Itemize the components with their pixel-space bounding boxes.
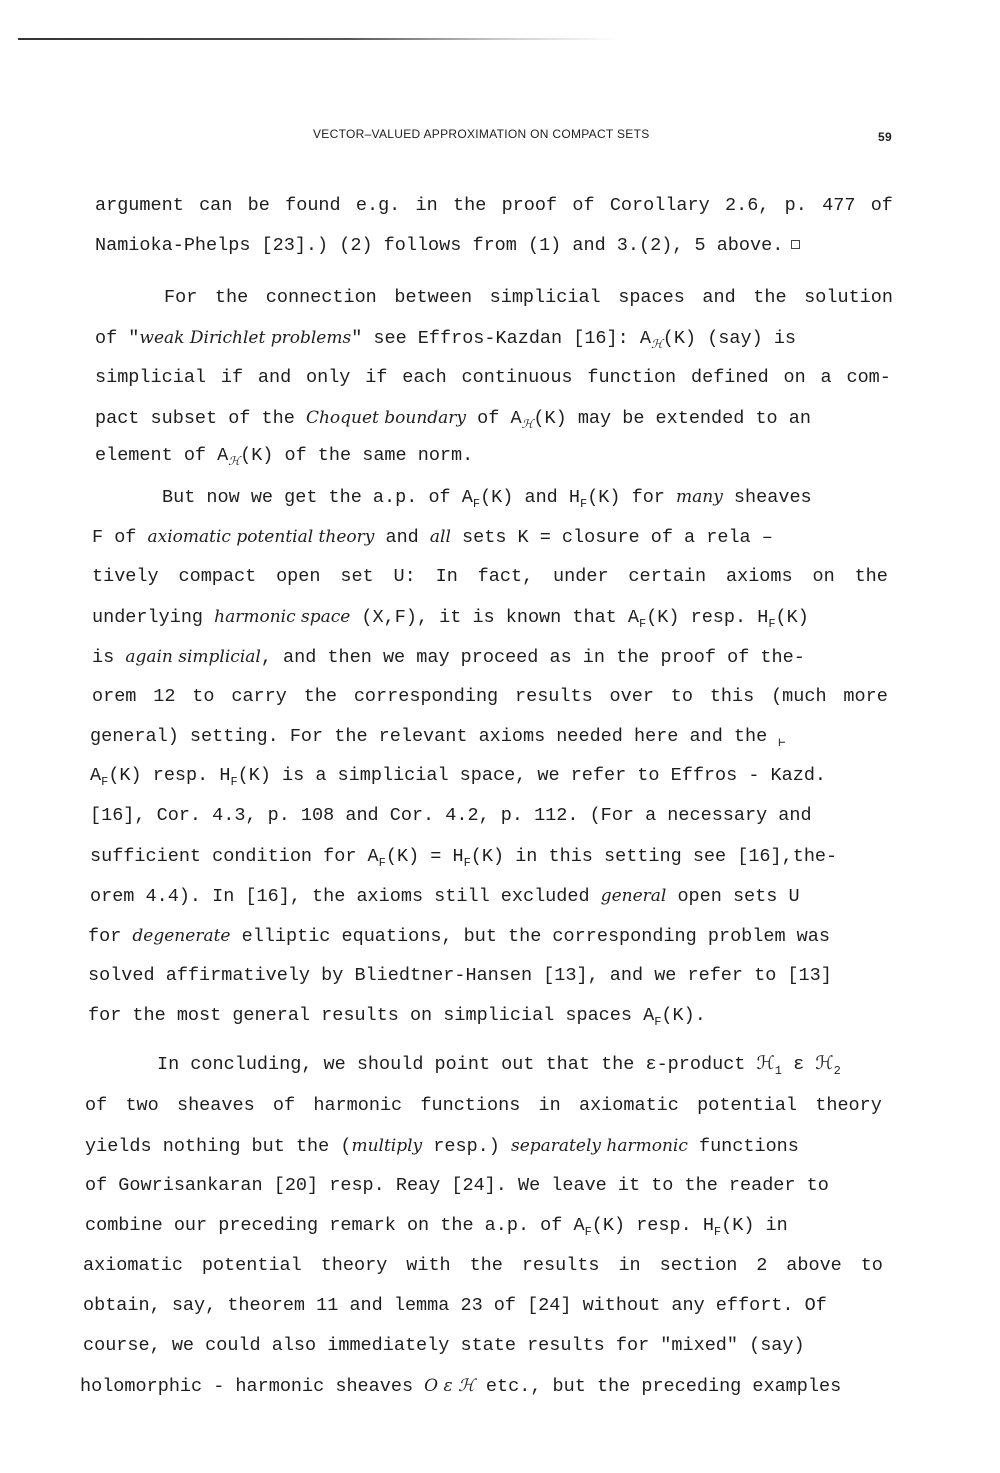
text-line [85, 1215, 788, 1243]
text-line [90, 885, 800, 908]
word: in [415, 195, 438, 216]
word: of [572, 195, 595, 216]
text-line [92, 646, 805, 669]
text-line [85, 1095, 882, 1117]
word: continuous [461, 367, 573, 388]
line-text: Namioka-Phelps [23].) (2) follows from (1) and 3.(2), 5 above. [95, 235, 784, 256]
line-text: (K) resp. H [108, 765, 231, 786]
word: spaces [618, 287, 685, 308]
text-line [95, 195, 893, 217]
subscript: F [472, 497, 481, 511]
subscript: F [230, 775, 238, 789]
line-text: open sets U [666, 886, 800, 907]
word: found [285, 195, 341, 216]
word: to [670, 686, 693, 707]
line-text: (K) and H [480, 487, 580, 508]
line-text: In concluding, we should point out that the ε-product ℋ [157, 1054, 775, 1075]
word: theory [815, 1095, 882, 1116]
line-text: holomorphic - harmonic sheaves [80, 1376, 425, 1397]
line-text: resp.) [422, 1136, 511, 1157]
margin-mark: ⊢ [778, 736, 786, 750]
line-text: (K) in [721, 1215, 788, 1236]
word: with [406, 1255, 451, 1276]
word: tively [92, 566, 159, 587]
text-line [92, 606, 809, 635]
word: the [214, 287, 249, 308]
line-text: (K) resp. H [646, 607, 769, 628]
text-line [162, 486, 812, 515]
word: if [220, 367, 244, 388]
word: a [820, 367, 832, 388]
word: p. [784, 195, 807, 216]
word: potential [697, 1095, 798, 1116]
line-text: pact subset of the [95, 408, 306, 429]
subscript: F [463, 856, 471, 870]
word: harmonic [313, 1095, 403, 1116]
italic-term: weak Dirichlet problems [139, 328, 352, 348]
word: of [870, 195, 893, 216]
word: set [340, 566, 374, 587]
word: and [257, 367, 292, 388]
word: to [192, 686, 215, 707]
line-text: sets K = closure of a rela – [450, 527, 773, 548]
line-text: element of A [95, 445, 229, 466]
word: U: [393, 566, 416, 587]
word: over [609, 686, 654, 707]
word: axioms [726, 566, 793, 587]
line-text: (K) = H [385, 846, 464, 867]
word: and [702, 287, 736, 308]
text-line [88, 925, 830, 948]
text-line [95, 327, 796, 355]
word: between [394, 287, 473, 308]
subscript: F [584, 1225, 592, 1239]
line-text: (K) may be extended to an [533, 408, 811, 429]
text-line [88, 965, 832, 987]
word: orem [92, 686, 137, 707]
subscript: F [713, 1225, 722, 1239]
text-line [95, 407, 811, 435]
word: 2 [756, 1255, 768, 1276]
italic-term: harmonic space [214, 607, 351, 627]
word: under [553, 566, 609, 587]
line-text: of " [95, 328, 140, 349]
word: fact, [477, 566, 534, 587]
line-text: ε ℋ [781, 1054, 834, 1075]
word: the [854, 566, 888, 587]
subscript: F [101, 775, 109, 789]
subscript: 1 [774, 1064, 782, 1078]
word: solution [804, 287, 893, 308]
italic-term: axiomatic potential theory [147, 527, 375, 547]
word: potential [201, 1255, 302, 1276]
line-text: elliptic equations, but the corresponding problem was [230, 926, 830, 947]
text-line [85, 1175, 829, 1197]
text-line [90, 765, 826, 793]
word: in [618, 1255, 641, 1276]
word: on [783, 367, 806, 388]
italic-term: many [676, 487, 723, 507]
line-text: But now we get the a.p. of A [162, 487, 473, 508]
line-text: solved affirmatively by Bliedtner-Hansen [13], and we refer to [13] [88, 965, 832, 986]
line-text: for [88, 926, 133, 947]
word: if [365, 367, 388, 388]
italic-term: Choquet boundary [305, 408, 467, 428]
text-line [95, 367, 891, 389]
italic-term: all [429, 527, 451, 547]
line-text: sufficient condition for A [90, 846, 379, 867]
word: 12 [153, 686, 176, 707]
line-text: of A [466, 408, 522, 429]
text-line [80, 1375, 841, 1398]
line-text: (K). [661, 1005, 706, 1026]
word: axiomatic [578, 1095, 679, 1116]
word: open [276, 566, 321, 587]
line-text: A [90, 765, 102, 786]
word: sheaves [176, 1095, 255, 1116]
word: more [843, 686, 888, 707]
text-line [95, 445, 473, 472]
word: on [812, 566, 835, 587]
line-text: (K) is a simplicial space, we refer to Effros - Kazd. [237, 765, 827, 786]
running-title: VECTOR–VALUED APPROXIMATION ON COMPACT SETS [313, 127, 650, 141]
word: two [125, 1095, 159, 1116]
line-text: etc., but the preceding examples [474, 1376, 842, 1397]
line-text: (K) in this setting see [16],the- [470, 846, 838, 867]
line-text: obtain, say, theorem 11 and lemma 23 of [24] without any effort. Of [83, 1295, 827, 1316]
word: of [272, 1095, 296, 1116]
text-line [90, 805, 812, 827]
word: simplicial [489, 287, 601, 308]
text-line [83, 1295, 827, 1317]
text-line [92, 526, 773, 549]
word: above [786, 1255, 842, 1276]
subscript: ℋ [228, 454, 241, 468]
italic-term: O ε ℋ [424, 1376, 475, 1396]
qed-box-icon [791, 240, 800, 249]
word: defined [690, 367, 769, 388]
line-text: [16], Cor. 4.3, p. 108 and Cor. 4.2, p. 112. (For a necessary and [90, 805, 812, 826]
word: to [860, 1255, 883, 1276]
word: the [753, 287, 787, 308]
line-text: functions [687, 1136, 799, 1157]
word: (much [771, 686, 827, 707]
text-line [88, 1005, 706, 1033]
word: in [538, 1095, 561, 1116]
word: be [247, 195, 270, 216]
subscript: F [638, 617, 647, 631]
italic-term: again simplicial [125, 647, 261, 667]
line-text: (K) for [587, 487, 677, 508]
line-text: (K) [775, 607, 809, 628]
word: the [469, 1255, 503, 1276]
line-text: sheaves [722, 487, 812, 508]
line-text: for the most general results on simplicial spaces A [88, 1005, 655, 1026]
word: simplicial [95, 367, 207, 388]
line-text: F of [92, 527, 148, 548]
line-text: is [92, 647, 126, 668]
subscript: ℋ [521, 417, 534, 431]
word: each [402, 367, 447, 388]
word: this [709, 686, 755, 707]
word: corresponding [353, 686, 499, 707]
subscript: F [579, 497, 588, 511]
text-line [157, 1054, 841, 1082]
italic-term: multiply [351, 1136, 423, 1156]
word: functions [420, 1095, 521, 1116]
word: 477 [822, 195, 856, 216]
text-line [85, 1135, 799, 1158]
subscript: F [378, 856, 386, 870]
word: only [306, 367, 351, 388]
word: results [514, 686, 593, 707]
word: carry [231, 686, 287, 707]
line-text: course, we could also immediately state results for "mixed" (say) [83, 1335, 805, 1356]
text-line [92, 566, 888, 588]
line-text: (K) resp. H [591, 1215, 714, 1236]
line-text: general) setting. For the relevant axioms needed here and the [90, 726, 779, 747]
text-line [92, 686, 888, 708]
line-text: (X,F), it is known that A [350, 607, 639, 628]
text-line [164, 287, 893, 309]
word: In [435, 566, 458, 587]
line-text: (K) of the same norm. [240, 445, 474, 466]
word: For [164, 287, 198, 308]
word: axiomatic [83, 1255, 183, 1276]
text-line [90, 726, 786, 754]
word: argument [95, 195, 184, 216]
italic-term: general [600, 886, 667, 906]
line-text: combine our preceding remark on the a.p. of A [85, 1215, 585, 1236]
line-text: of Gowrisankaran [20] resp. Reay [24]. We leave it to the reader to [85, 1175, 829, 1196]
word: connection [265, 287, 377, 308]
line-text: (K) (say) is [662, 328, 797, 349]
text-line [83, 1255, 883, 1277]
word: can [199, 195, 233, 216]
line-text: , and then we may proceed as in the proof of the- [260, 647, 805, 668]
line-text: underlying [92, 607, 215, 628]
word: certain [628, 566, 707, 587]
word: proof [501, 195, 558, 216]
text-line [83, 1335, 805, 1357]
word: theory [320, 1255, 388, 1276]
word: 2.6, [724, 195, 770, 216]
subscript: F [768, 617, 776, 631]
word: the [303, 686, 337, 707]
subscript: F [654, 1015, 662, 1029]
line-text: and [374, 527, 430, 548]
text-line [95, 235, 800, 257]
word: of [85, 1095, 108, 1116]
line-text: orem 4.4). In [16], the axioms still excluded [90, 886, 601, 907]
word: results [521, 1255, 600, 1276]
subscript: 2 [833, 1064, 841, 1078]
word: the [453, 195, 487, 216]
italic-term: separately harmonic [510, 1136, 688, 1156]
word: section [659, 1255, 738, 1276]
word: function [587, 367, 677, 388]
word: Corollary [609, 195, 710, 216]
word: com- [846, 367, 891, 388]
word: e.g. [355, 195, 401, 216]
subscript: ℋ [650, 337, 663, 351]
word: compact [178, 566, 257, 587]
line-text: yields nothing but the ( [85, 1136, 352, 1157]
line-text: " see Effros-Kazdan [16]: A [351, 328, 651, 349]
page-number: 59 [878, 130, 892, 144]
italic-term: degenerate [132, 926, 231, 946]
text-line [90, 846, 837, 874]
